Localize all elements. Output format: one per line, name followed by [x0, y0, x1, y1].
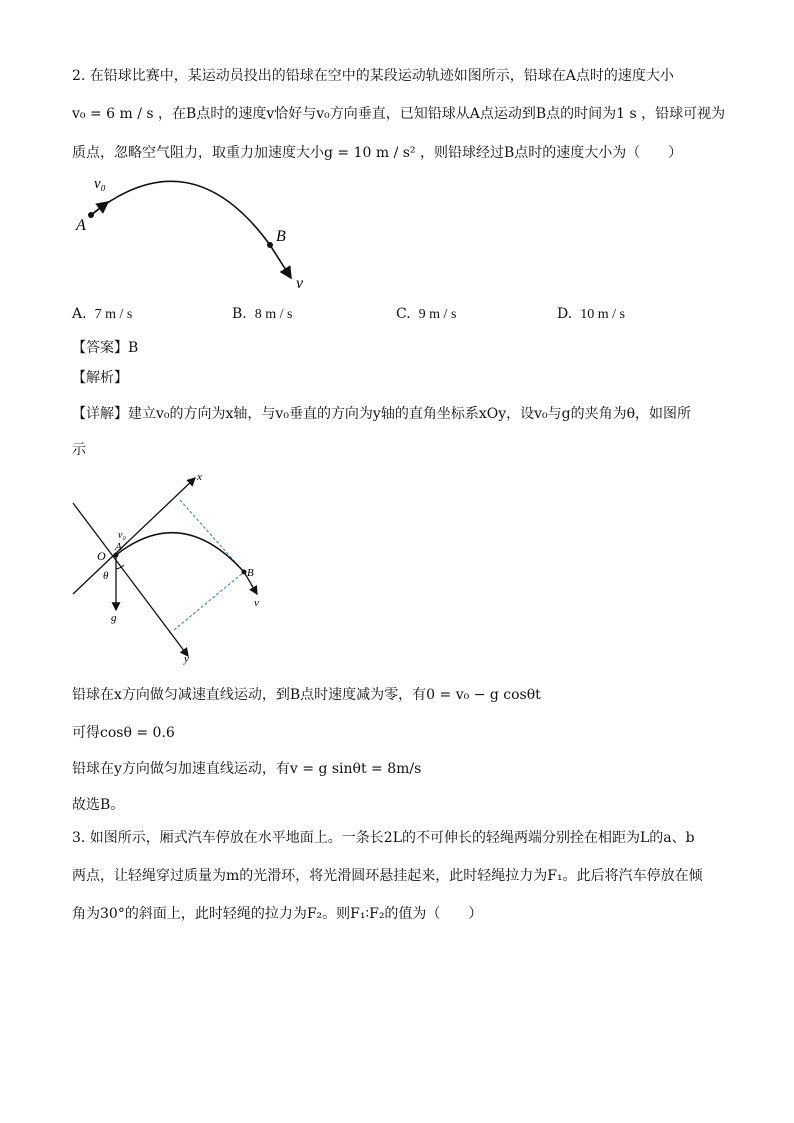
- q2-stem-line2: v₀ = 6 m / s ，在B点时的速度v恰好与v₀方向垂直，已知铅球从A点运动到B点的时间为1 s ，铅球可视为: [72, 106, 726, 122]
- x-axis: [73, 478, 195, 594]
- point-b: [267, 242, 273, 248]
- label-v0-2: v₀: [118, 530, 126, 541]
- option-d-value: 10 m / s: [580, 307, 625, 322]
- label-theta: θ: [103, 570, 109, 582]
- option-c[interactable]: [396, 306, 456, 323]
- option-b[interactable]: [232, 306, 292, 323]
- label-v0: v₀: [94, 176, 106, 192]
- label-b-2: B: [247, 567, 254, 579]
- label-v-2: v: [254, 597, 259, 609]
- option-b-letter: B.: [232, 306, 247, 322]
- point-a: [88, 212, 94, 218]
- point-a-2: [114, 553, 119, 558]
- option-a-value: 7 m / s: [94, 307, 133, 322]
- step1: 铅球在x方向做匀减速直线运动，到B点时速度减为零，有0 = v₀ − g cosθt: [72, 687, 541, 703]
- analysis-heading: 【解析】: [72, 370, 128, 386]
- option-c-value: 9 m / s: [418, 307, 457, 322]
- velocity-arrow-b: [270, 245, 291, 278]
- projection-y: [174, 572, 244, 630]
- option-d-letter: D.: [557, 306, 573, 322]
- label-a-2: A: [115, 541, 122, 553]
- label-v: v: [296, 275, 304, 292]
- option-a[interactable]: [72, 306, 132, 323]
- q2-stem-line1: 2. 在铅球比赛中，某运动员投出的铅球在空中的某段运动轨迹如图所示，铅球在A点时的速度大小: [72, 68, 674, 84]
- point-b-2: [242, 570, 247, 575]
- option-c-letter: C.: [396, 306, 411, 322]
- label-a: A: [76, 217, 86, 234]
- trajectory-curve: [91, 181, 270, 245]
- option-b-value: 8 m / s: [254, 307, 293, 322]
- label-g: g: [111, 612, 117, 624]
- conclusion: 故选B。: [72, 797, 125, 813]
- option-d[interactable]: [557, 306, 625, 323]
- trajectory-figure: [70, 170, 320, 295]
- detail-line1: 【详解】建立v₀的方向为x轴，与v₀垂直的方向为y轴的直角坐标系xOy，设v₀与g的夹角为θ，如图所: [72, 406, 692, 422]
- label-b: B: [276, 228, 286, 245]
- q3-stem-line2: 两点，让轻绳穿过质量为m的光滑环，将光滑圆环悬挂起来，此时轻绳拉力为F₁。此后将汽车停放在倾: [72, 868, 703, 884]
- y-axis: [73, 503, 188, 656]
- trajectory-curve-2: [116, 533, 244, 572]
- step3: 铅球在y方向做匀加速直线运动，有v = g sinθt = 8m/s: [72, 761, 422, 777]
- q2-stem-line3: 质点，忽略空气阻力，取重力加速度大小g = 10 m / s² ，则铅球经过B点时的速度大小为（ ）: [72, 145, 683, 161]
- option-a-letter: A.: [72, 306, 87, 322]
- answer: 【答案】B: [72, 340, 139, 356]
- label-o: O: [97, 549, 106, 563]
- q3-stem-line1: 3. 如图所示，厢式汽车停放在水平地面上。一条长2L的不可伸长的轻绳两端分别拴在相距为L的a、b: [72, 830, 695, 846]
- step2: 可得cosθ = 0.6: [72, 725, 175, 741]
- label-x: x: [197, 471, 202, 483]
- label-y: y: [184, 653, 189, 665]
- coordinate-figure: [70, 468, 270, 668]
- q3-stem-line3: 角为30°的斜面上，此时轻绳的拉力为F₂。则F₁∶F₂的值为（ ）: [72, 906, 483, 922]
- detail-line2: 示: [72, 442, 86, 458]
- velocity-arrow-a: [91, 202, 108, 215]
